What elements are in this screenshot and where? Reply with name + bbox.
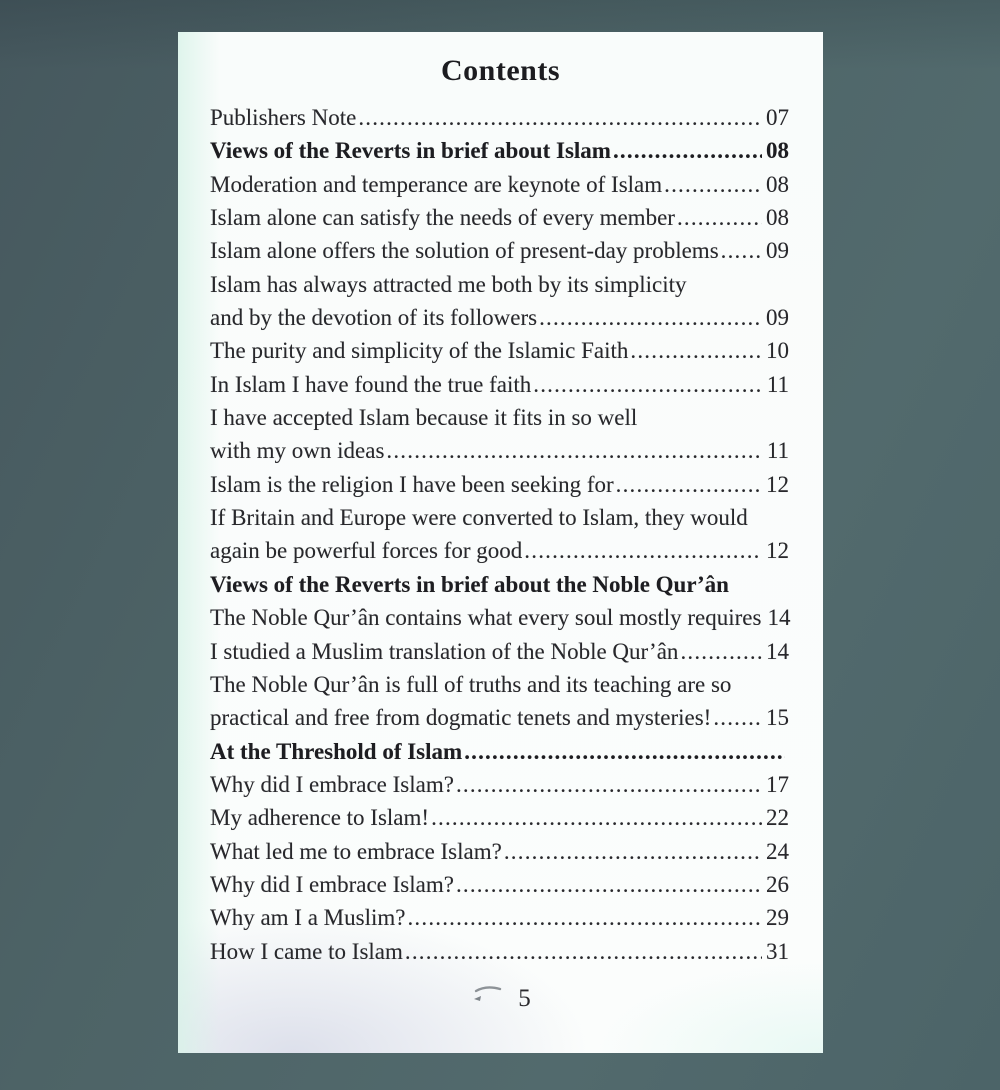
toc-entry-leader <box>616 472 762 498</box>
toc-entry-leader <box>464 739 785 765</box>
toc-entry-page-number: 26 <box>766 871 789 897</box>
toc-entry-title: In Islam I have found the true faith <box>210 371 532 397</box>
toc-entry <box>210 772 789 805</box>
toc-entry-title: What led me to embrace Islam? <box>210 838 502 864</box>
toc-entry-leader <box>386 438 762 464</box>
toc-entry <box>210 138 789 171</box>
toc-entry-title: Why did I embrace Islam? <box>210 771 454 797</box>
toc-entry-page-number: 09 <box>766 238 789 264</box>
toc-entry-page-number: 15 <box>766 705 789 731</box>
toc-entry-page-number: 17 <box>766 771 789 797</box>
toc-entry-page-number: 09 <box>766 305 789 331</box>
toc-entry-title: Islam alone offers the solution of present-day problems <box>210 238 719 264</box>
toc-entry-leader <box>539 305 762 331</box>
toc-entry <box>210 205 789 238</box>
footer-page-number: 5 <box>518 985 531 1012</box>
toc-entry-leader <box>456 772 762 798</box>
toc-entry-leader <box>358 105 762 131</box>
toc-entry-leader <box>405 939 762 965</box>
toc-entry-leader <box>533 372 763 398</box>
toc-entry-leader <box>456 872 762 898</box>
toc-entry-title: and by the devotion of its followers <box>210 305 538 331</box>
toc-entry <box>210 672 789 705</box>
toc-entry <box>210 338 789 371</box>
toc-entry-page-number: 31 <box>766 938 789 964</box>
toc-entry-title: practical and free from dogmatic tenets and mysteries! <box>210 705 712 731</box>
toc-entry-title: I studied a Muslim translation of the Noble Qur’ân <box>210 638 679 664</box>
toc-entry <box>210 372 789 405</box>
toc-entry-title: The purity and simplicity of the Islamic Faith <box>210 338 629 364</box>
toc-entry-title: Moderation and temperance are keynote of Islam <box>210 171 663 197</box>
toc-entry-title: Islam is the religion I have been seeking for <box>210 471 614 497</box>
toc-entry <box>210 739 789 772</box>
toc-entry <box>210 538 789 571</box>
toc-entry-title: At the Threshold of Islam <box>210 738 463 764</box>
toc-entry-leader <box>713 705 762 731</box>
toc-entry <box>210 238 789 271</box>
page-title: Contents <box>440 54 560 87</box>
toc-entry-leader <box>613 138 762 164</box>
toc-entry-leader <box>680 639 762 665</box>
toc-entry-page-number: 11 <box>766 438 789 464</box>
toc-entry <box>210 105 789 138</box>
toc-entry <box>210 572 789 605</box>
toc-entry <box>210 172 789 205</box>
toc-entry-title: The Noble Qur’ân is full of truths and its teaching are so <box>210 671 732 697</box>
toc-entry-page-number: 08 <box>766 205 789 231</box>
toc-entry <box>210 639 789 672</box>
toc-entry-leader <box>664 172 762 198</box>
toc-entry-title: Publishers Note <box>210 105 357 130</box>
toc-entry-title: Why did I embrace Islam? <box>210 871 454 897</box>
toc-entry <box>210 905 789 938</box>
toc-entry <box>210 438 789 471</box>
toc-entry-title: Views of the Reverts in brief about Islam <box>210 138 611 164</box>
toc-entry-title: Islam alone can satisfy the needs of every member <box>210 205 675 231</box>
toc-entry <box>210 705 789 738</box>
toc-entry-title: Why am I a Muslim? <box>210 905 406 931</box>
pencil-mark <box>470 983 504 1007</box>
toc-entry-leader <box>407 905 762 931</box>
toc-entry <box>210 605 789 638</box>
toc-entry-title: with my own ideas <box>210 438 385 464</box>
toc-entry-page-number: 14 <box>766 638 789 664</box>
toc-entry <box>210 305 789 338</box>
toc-entry-title: again be powerful forces for good <box>210 538 523 564</box>
toc-entry <box>210 472 789 505</box>
toc-entry-title: My adherence to Islam! <box>210 805 430 831</box>
toc-entry <box>210 405 789 438</box>
toc-entry-page-number: 24 <box>766 838 789 864</box>
toc-entry <box>210 839 789 872</box>
toc-entry-page-number: 12 <box>766 471 789 497</box>
toc-list <box>210 105 789 972</box>
toc-entry-page-number: 08 <box>766 171 789 197</box>
toc-entry <box>210 939 789 972</box>
toc-entry <box>210 505 789 538</box>
toc-entry-page-number: 08 <box>766 138 789 164</box>
toc-entry-leader <box>721 238 762 264</box>
toc-entry <box>210 872 789 905</box>
toc-entry-leader <box>524 538 762 564</box>
toc-entry-title: How I came to Islam <box>210 938 403 964</box>
contents-page <box>178 32 823 1053</box>
toc-entry-page-number: 11 <box>766 371 789 397</box>
toc-entry-title: The Noble Qur’ân contains what every soul mostly requires <box>210 605 762 631</box>
toc-entry-page-number: 10 <box>766 338 789 364</box>
toc-entry-leader <box>504 839 762 865</box>
toc-entry-leader <box>431 805 762 831</box>
toc-entry-page-number: 29 <box>766 905 789 931</box>
toc-entry-page-number: 07 <box>766 105 789 130</box>
toc-entry <box>210 272 789 305</box>
toc-entry-page-number: 22 <box>766 805 789 831</box>
toc-entry-title: If Britain and Europe were converted to Islam, they would <box>210 505 748 531</box>
toc-entry-title: Islam has always attracted me both by its simplicity <box>210 271 687 297</box>
toc-entry-page-number: 14 <box>767 605 791 631</box>
toc-entry-leader <box>677 205 762 231</box>
toc-entry-title: I have accepted Islam because it fits in so well <box>210 405 638 431</box>
toc-entry-title: Views of the Reverts in brief about the Noble Qur’ân <box>210 571 729 597</box>
toc-entry <box>210 805 789 838</box>
page-footer <box>178 985 823 1013</box>
toc-entry-page-number: 12 <box>766 538 789 564</box>
toc-entry-leader <box>630 338 762 364</box>
